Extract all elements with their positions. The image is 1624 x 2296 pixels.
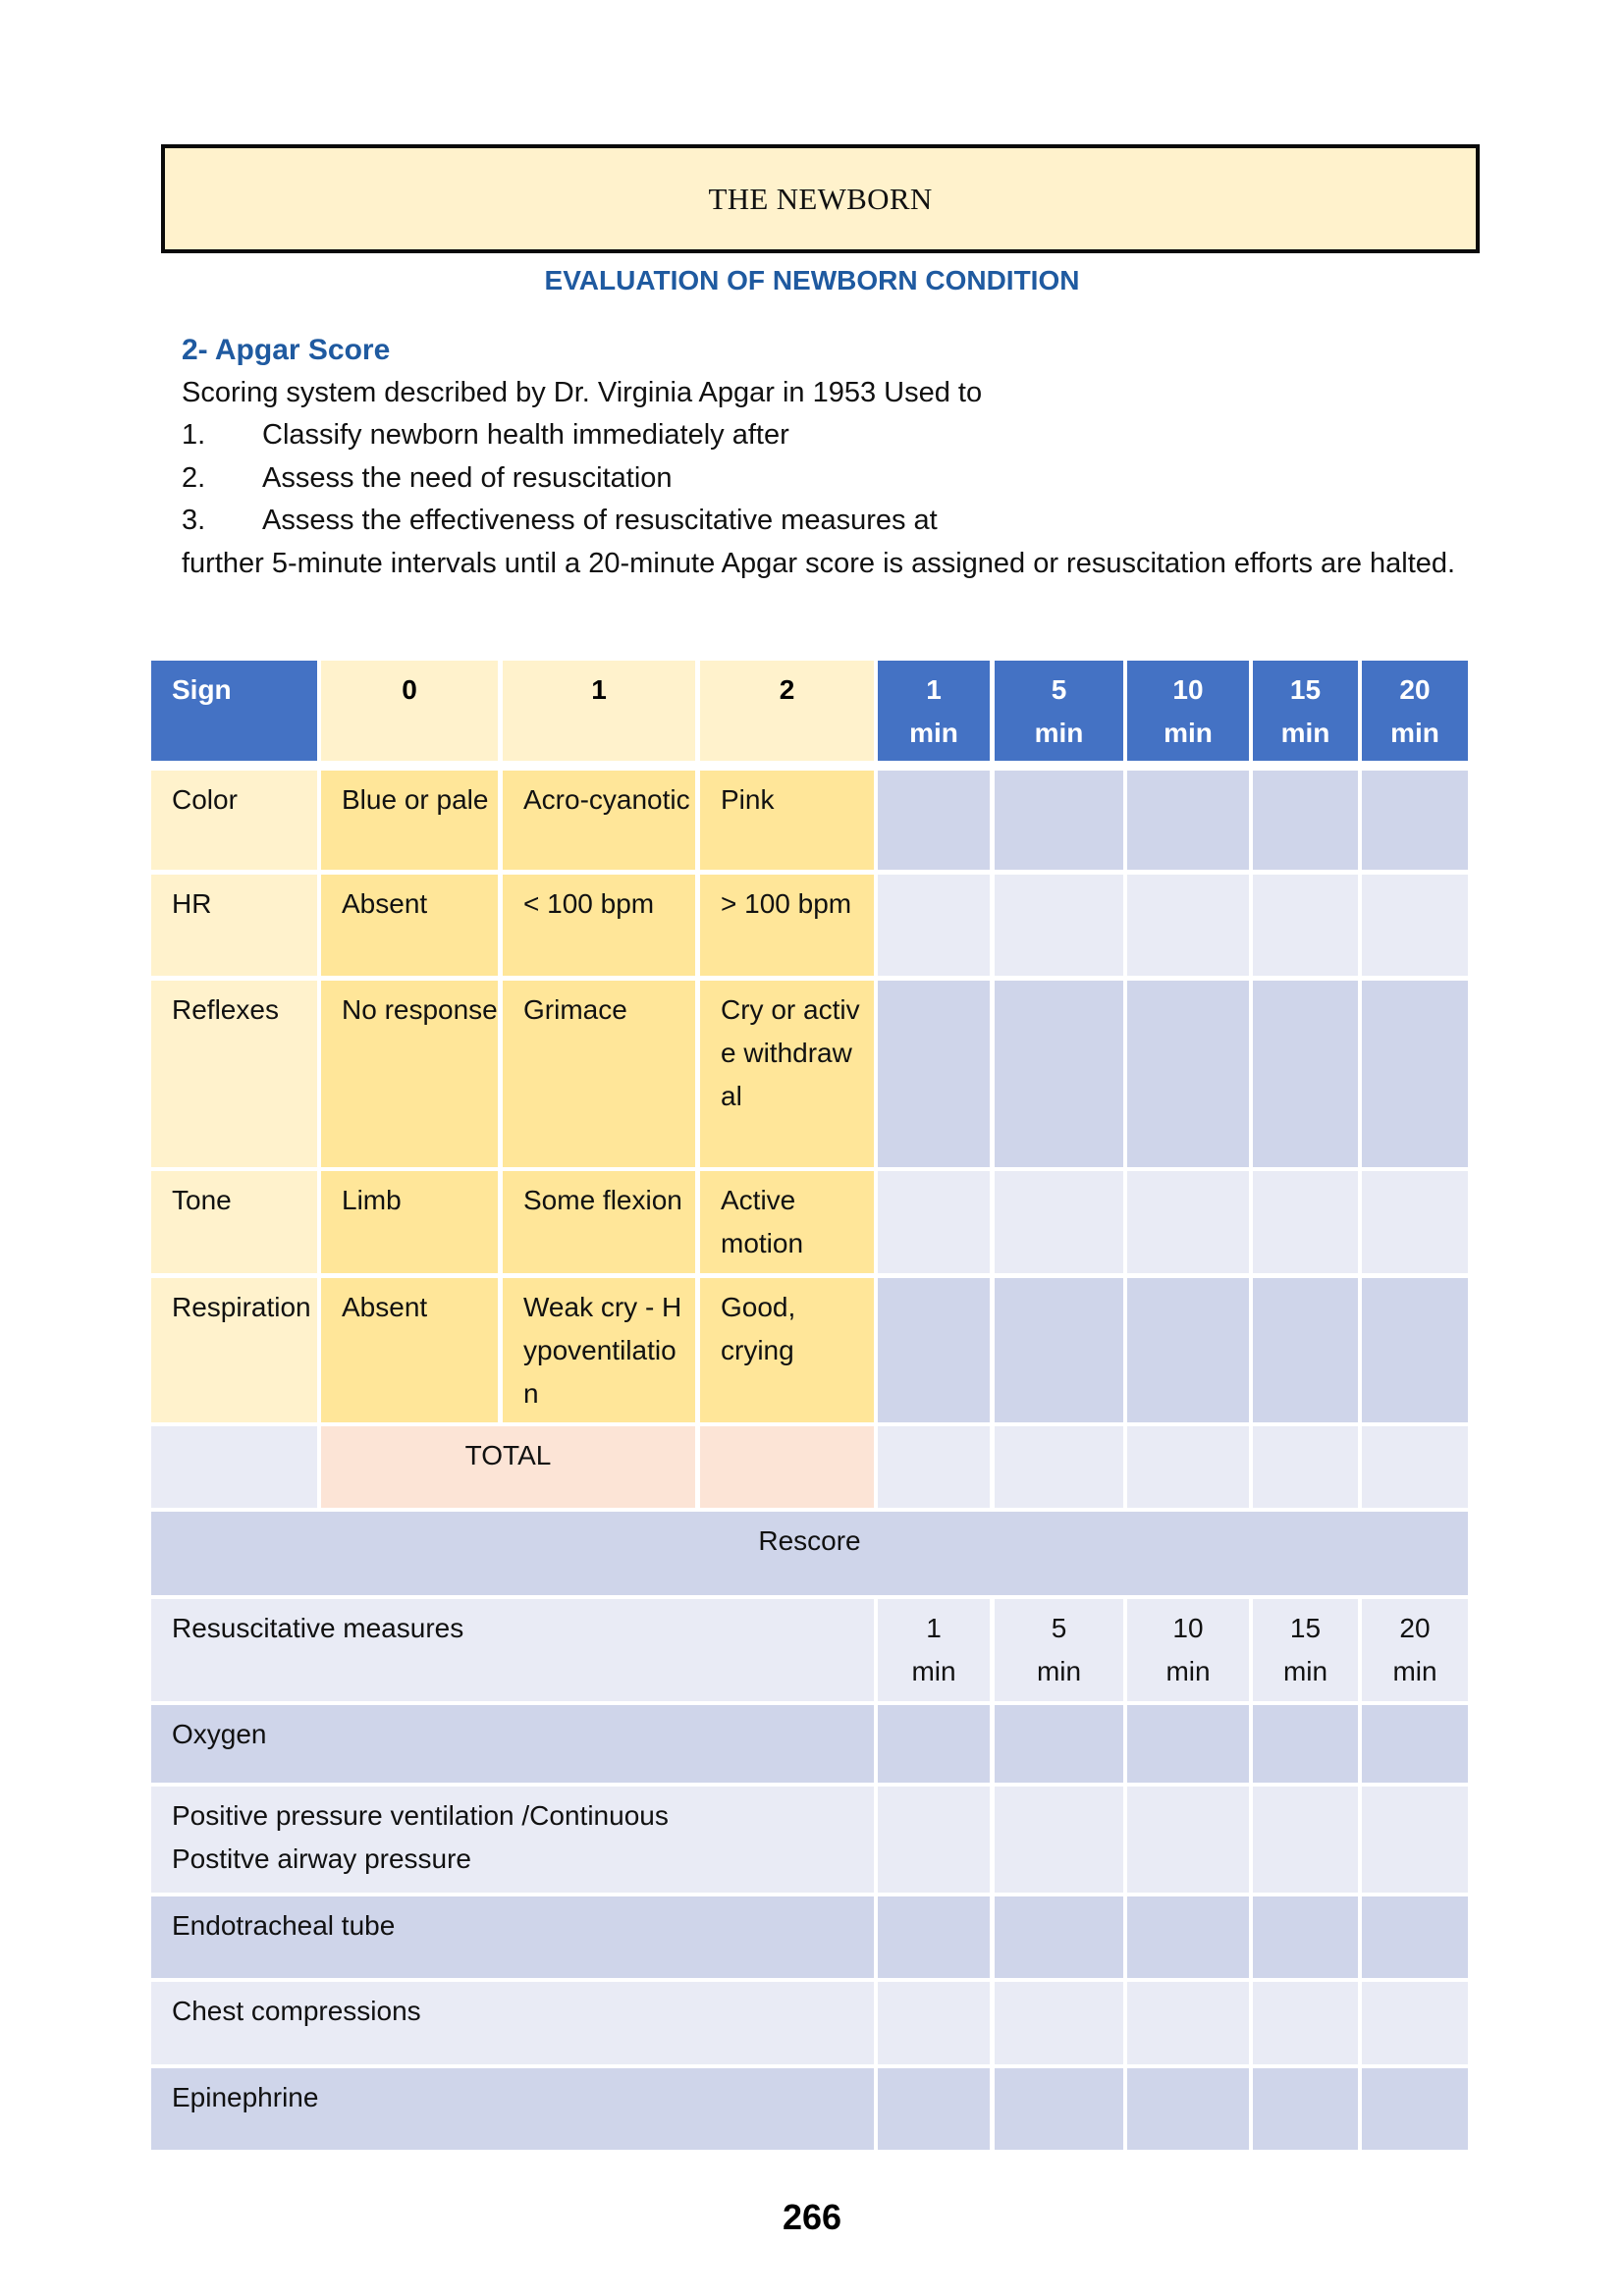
score-cell: Cry or active withdrawal bbox=[700, 981, 874, 1167]
measure-ppv-cpap: Positive pressure ventilation /Continuous Postitve airway pressure bbox=[151, 1787, 874, 1893]
list-number: 1. bbox=[182, 419, 206, 451]
time-value: 1 bbox=[926, 1613, 942, 1643]
measure-entry-20min[interactable] bbox=[1362, 1896, 1468, 1978]
page-number: 266 bbox=[782, 2197, 842, 2237]
time-unit: min bbox=[1392, 1656, 1437, 1686]
measure-entry-10min[interactable] bbox=[1127, 1982, 1249, 2064]
header-score-0: 0 bbox=[321, 661, 498, 761]
measure-entry-15min[interactable] bbox=[1253, 1705, 1358, 1783]
score-cell: < 100 bpm bbox=[503, 875, 695, 976]
measure-chest-compressions: Chest compressions bbox=[151, 1982, 874, 2064]
score-entry-1min[interactable] bbox=[878, 1278, 990, 1422]
score-entry-15min[interactable] bbox=[1253, 1278, 1358, 1422]
sign-color: Color bbox=[151, 771, 317, 870]
resus-time-20min bbox=[1362, 1599, 1468, 1701]
score-cell: Good, crying bbox=[700, 1278, 874, 1422]
header-time-10min bbox=[1127, 661, 1249, 761]
intro-lead: Scoring system described by Dr. Virginia Apgar in 1953 Used to bbox=[182, 376, 983, 408]
header-score-2: 2 bbox=[700, 661, 874, 761]
header-time-15min bbox=[1253, 661, 1358, 761]
sign-reflexes: Reflexes bbox=[151, 981, 317, 1167]
measure-entry-20min[interactable] bbox=[1362, 2068, 1468, 2150]
measure-epinephrine: Epinephrine bbox=[151, 2068, 874, 2150]
measure-entry-15min[interactable] bbox=[1253, 1787, 1358, 1893]
measure-entry-10min[interactable] bbox=[1127, 1787, 1249, 1893]
time-unit: min bbox=[1034, 718, 1084, 748]
time-value: 10 bbox=[1172, 674, 1204, 705]
list-item bbox=[182, 457, 1458, 501]
score-entry-20min[interactable] bbox=[1362, 1278, 1468, 1422]
score-cell: Acro-cyanotic bbox=[503, 771, 695, 870]
time-value: 20 bbox=[1399, 674, 1431, 705]
resus-time-10min bbox=[1127, 1599, 1249, 1701]
intro-text bbox=[182, 329, 1458, 585]
measure-entry-10min[interactable] bbox=[1127, 1705, 1249, 1783]
measure-entry-15min[interactable] bbox=[1253, 1982, 1358, 2064]
measure-entry-20min[interactable] bbox=[1362, 1705, 1468, 1783]
list-number: 2. bbox=[182, 461, 206, 494]
total-entry-1min[interactable] bbox=[878, 1426, 990, 1508]
measure-entry-1min[interactable] bbox=[878, 1896, 990, 1978]
time-value: 5 bbox=[1051, 674, 1067, 705]
score-cell: Grimace bbox=[503, 981, 695, 1167]
time-unit: min bbox=[1282, 1656, 1328, 1686]
time-value: 15 bbox=[1289, 1613, 1322, 1643]
measure-entry-5min[interactable] bbox=[995, 1982, 1123, 2064]
score-cell: No response bbox=[321, 981, 498, 1167]
total-value-cell bbox=[700, 1426, 874, 1508]
score-entry-10min[interactable] bbox=[1127, 875, 1249, 976]
measure-entry-5min[interactable] bbox=[995, 1705, 1123, 1783]
apgar-subheading: 2- Apgar Score bbox=[182, 334, 391, 366]
measure-entry-20min[interactable] bbox=[1362, 1982, 1468, 2064]
total-label: TOTAL bbox=[321, 1426, 695, 1508]
measure-entry-1min[interactable] bbox=[878, 2068, 990, 2150]
score-entry-20min[interactable] bbox=[1362, 981, 1468, 1167]
score-entry-20min[interactable] bbox=[1362, 1171, 1468, 1273]
score-cell: Active motion bbox=[700, 1171, 874, 1273]
chapter-title: THE NEWBORN bbox=[708, 181, 933, 216]
measure-entry-10min[interactable] bbox=[1127, 1896, 1249, 1978]
resus-time-15min bbox=[1253, 1599, 1358, 1701]
measure-entry-5min[interactable] bbox=[995, 1896, 1123, 1978]
score-cell: Absent bbox=[321, 1278, 498, 1422]
score-entry-10min[interactable] bbox=[1127, 771, 1249, 870]
score-cell: Absent bbox=[321, 875, 498, 976]
score-entry-1min[interactable] bbox=[878, 771, 990, 870]
measure-entry-5min[interactable] bbox=[995, 2068, 1123, 2150]
header-time-20min bbox=[1362, 661, 1468, 761]
chapter-header-box bbox=[161, 144, 1480, 253]
time-unit: min bbox=[1165, 1656, 1211, 1686]
measure-entry-1min[interactable] bbox=[878, 1982, 990, 2064]
score-entry-1min[interactable] bbox=[878, 1171, 990, 1273]
score-cell: Limb bbox=[321, 1171, 498, 1273]
score-cell: > 100 bpm bbox=[700, 875, 874, 976]
measure-entry-1min[interactable] bbox=[878, 1787, 990, 1893]
section-title: EVALUATION OF NEWBORN CONDITION bbox=[544, 265, 1080, 295]
score-cell: Weak cry - Hypoventilation bbox=[503, 1278, 695, 1422]
score-entry-15min[interactable] bbox=[1253, 981, 1358, 1167]
measure-endotracheal-tube: Endotracheal tube bbox=[151, 1896, 874, 1978]
total-blank-cell bbox=[151, 1426, 317, 1508]
measure-entry-20min[interactable] bbox=[1362, 1787, 1468, 1893]
header-score-1: 1 bbox=[503, 661, 695, 761]
score-cell: Some flexion bbox=[503, 1171, 695, 1273]
total-entry-5min[interactable] bbox=[995, 1426, 1123, 1508]
score-entry-20min[interactable] bbox=[1362, 771, 1468, 870]
measure-entry-1min[interactable] bbox=[878, 1705, 990, 1783]
total-entry-20min[interactable] bbox=[1362, 1426, 1468, 1508]
rescore-row: Rescore bbox=[151, 1512, 1468, 1595]
header-time-5min bbox=[995, 661, 1123, 761]
list-text: Assess the effectiveness of resuscitative measures at bbox=[262, 505, 938, 536]
list-number: 3. bbox=[182, 505, 206, 536]
score-entry-5min[interactable] bbox=[995, 771, 1123, 870]
score-entry-10min[interactable] bbox=[1127, 981, 1249, 1167]
time-unit: min bbox=[1390, 718, 1439, 748]
list-item bbox=[182, 500, 1458, 543]
measure-entry-5min[interactable] bbox=[995, 1787, 1123, 1893]
score-entry-15min[interactable] bbox=[1253, 771, 1358, 870]
score-cell: Blue or pale bbox=[321, 771, 498, 870]
score-entry-1min[interactable] bbox=[878, 981, 990, 1167]
time-value: 20 bbox=[1399, 1613, 1431, 1643]
time-value: 1 bbox=[926, 674, 942, 705]
resuscitative-measures-header: Resuscitative measures bbox=[151, 1599, 874, 1701]
score-cell: Pink bbox=[700, 771, 874, 870]
intro-continuation: further 5-minute intervals until a 20-minute Apgar score is assigned or resuscitation efforts are halted. bbox=[182, 547, 1456, 579]
sign-respiration: Respiration bbox=[151, 1278, 317, 1422]
sign-tone: Tone bbox=[151, 1171, 317, 1273]
header-time-1min bbox=[878, 661, 990, 761]
score-entry-1min[interactable] bbox=[878, 875, 990, 976]
score-entry-5min[interactable] bbox=[995, 1278, 1123, 1422]
sign-hr: HR bbox=[151, 875, 317, 976]
time-value: 5 bbox=[1051, 1613, 1067, 1643]
time-unit: min bbox=[1164, 718, 1213, 748]
total-entry-15min[interactable] bbox=[1253, 1426, 1358, 1508]
measure-oxygen: Oxygen bbox=[151, 1705, 874, 1783]
score-entry-10min[interactable] bbox=[1127, 1171, 1249, 1273]
score-entry-10min[interactable] bbox=[1127, 1278, 1249, 1422]
score-entry-15min[interactable] bbox=[1253, 1171, 1358, 1273]
measure-entry-15min[interactable] bbox=[1253, 2068, 1358, 2150]
measure-entry-10min[interactable] bbox=[1127, 2068, 1249, 2150]
time-value: 15 bbox=[1289, 674, 1322, 705]
score-entry-5min[interactable] bbox=[995, 875, 1123, 976]
resus-time-5min bbox=[995, 1599, 1123, 1701]
measure-entry-15min[interactable] bbox=[1253, 1896, 1358, 1978]
score-entry-15min[interactable] bbox=[1253, 875, 1358, 976]
time-value: 10 bbox=[1172, 1613, 1204, 1643]
score-entry-5min[interactable] bbox=[995, 1171, 1123, 1273]
time-unit: min bbox=[1036, 1656, 1082, 1686]
time-unit: min bbox=[909, 718, 958, 748]
list-text: Classify newborn health immediately after bbox=[262, 419, 789, 451]
header-sign: Sign bbox=[151, 661, 317, 761]
resus-time-1min bbox=[878, 1599, 990, 1701]
score-entry-5min[interactable] bbox=[995, 981, 1123, 1167]
time-unit: min bbox=[911, 1656, 956, 1686]
list-item bbox=[182, 414, 1458, 457]
total-entry-10min[interactable] bbox=[1127, 1426, 1249, 1508]
score-entry-20min[interactable] bbox=[1362, 875, 1468, 976]
list-text: Assess the need of resuscitation bbox=[262, 461, 673, 494]
time-unit: min bbox=[1280, 718, 1330, 748]
